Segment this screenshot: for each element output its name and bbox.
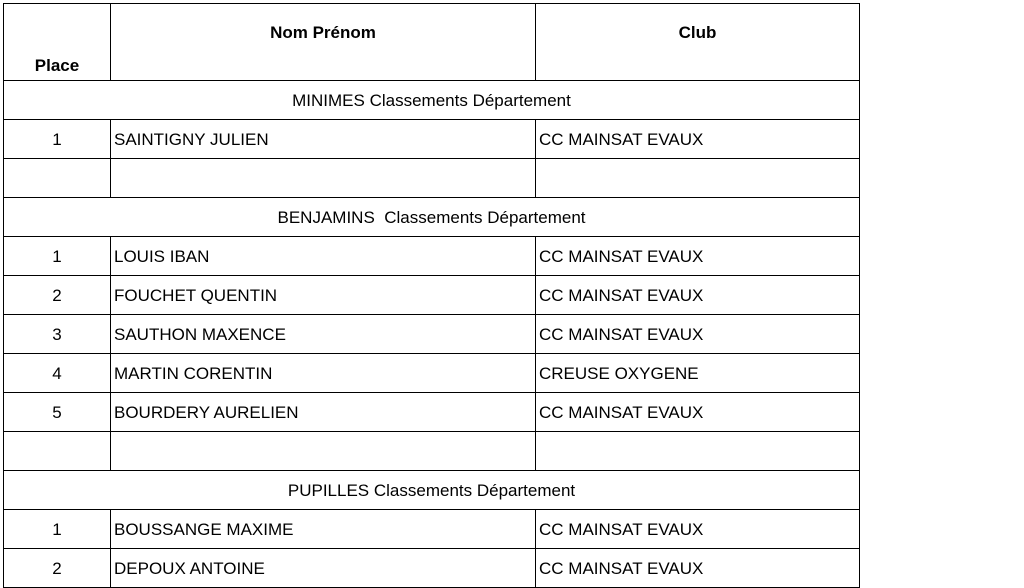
club-cell: CC MAINSAT EVAUX <box>536 549 860 588</box>
table-row <box>4 393 860 432</box>
header-row <box>4 4 860 81</box>
place-cell: 1 <box>4 120 111 159</box>
table-row <box>4 510 860 549</box>
name-cell: SAUTHON MAXENCE <box>111 315 536 354</box>
club-cell: CC MAINSAT EVAUX <box>536 237 860 276</box>
category-title-benjamins: BENJAMINS Classements Département <box>4 198 860 237</box>
category-title-minimes: MINIMES Classements Département <box>4 81 860 120</box>
table-row <box>4 120 860 159</box>
place-cell: 2 <box>4 276 111 315</box>
category-row <box>4 471 860 510</box>
name-cell: SAINTIGNY JULIEN <box>111 120 536 159</box>
empty-row <box>4 159 860 198</box>
name-cell: FOUCHET QUENTIN <box>111 276 536 315</box>
club-column-header: Club <box>536 4 860 81</box>
place-cell <box>4 159 111 198</box>
club-cell: CC MAINSAT EVAUX <box>536 393 860 432</box>
place-column-header: Place <box>4 4 111 81</box>
club-cell: CC MAINSAT EVAUX <box>536 276 860 315</box>
place-cell: 2 <box>4 549 111 588</box>
club-cell: CREUSE OXYGENE <box>536 354 860 393</box>
place-cell: 4 <box>4 354 111 393</box>
table-row <box>4 237 860 276</box>
name-cell: MARTIN CORENTIN <box>111 354 536 393</box>
club-cell: CC MAINSAT EVAUX <box>536 510 860 549</box>
name-cell <box>111 159 536 198</box>
name-cell: DEPOUX ANTOINE <box>111 549 536 588</box>
club-cell: CC MAINSAT EVAUX <box>536 315 860 354</box>
name-cell: BOURDERY AURELIEN <box>111 393 536 432</box>
place-cell: 1 <box>4 510 111 549</box>
table-row <box>4 276 860 315</box>
place-cell: 1 <box>4 237 111 276</box>
place-cell: 3 <box>4 315 111 354</box>
club-cell: CC MAINSAT EVAUX <box>536 120 860 159</box>
category-row <box>4 198 860 237</box>
table-row <box>4 354 860 393</box>
empty-row <box>4 432 860 471</box>
category-title-pupilles: PUPILLES Classements Département <box>4 471 860 510</box>
place-cell <box>4 432 111 471</box>
table-row <box>4 549 860 588</box>
place-cell: 5 <box>4 393 111 432</box>
table-row <box>4 315 860 354</box>
club-cell <box>536 432 860 471</box>
name-cell <box>111 432 536 471</box>
name-column-header: Nom Prénom <box>111 4 536 81</box>
name-cell: BOUSSANGE MAXIME <box>111 510 536 549</box>
name-cell: LOUIS IBAN <box>111 237 536 276</box>
club-cell <box>536 159 860 198</box>
category-row <box>4 81 860 120</box>
rankings-table <box>3 3 860 588</box>
